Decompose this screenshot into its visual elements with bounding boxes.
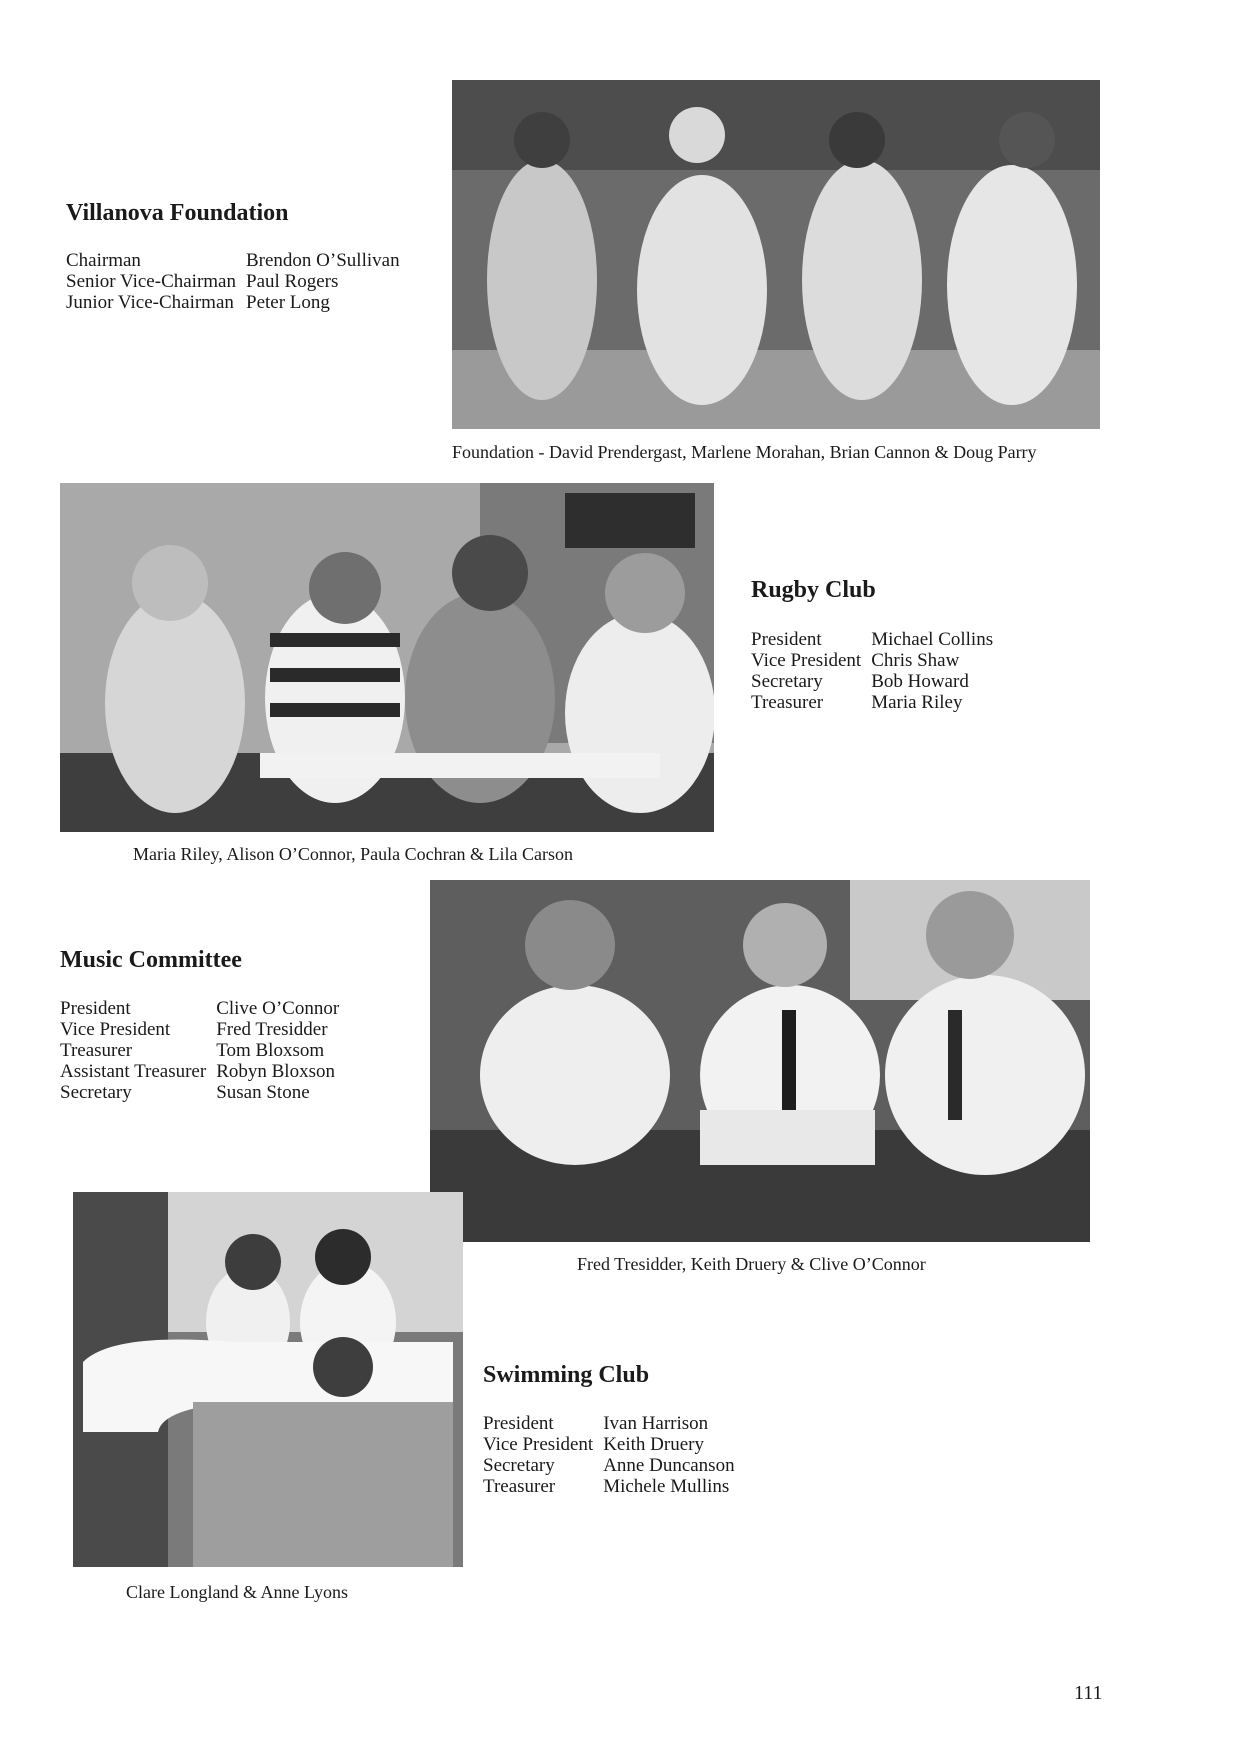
roster-row xyxy=(66,292,400,313)
roster-row xyxy=(60,1040,339,1061)
roster-name: Keith Druery xyxy=(603,1434,704,1455)
roster-role: Chairman xyxy=(66,250,141,271)
roster-row xyxy=(751,650,993,671)
roster-name: Paul Rogers xyxy=(246,271,339,292)
roster-row xyxy=(483,1413,735,1434)
roster-row xyxy=(66,250,400,271)
roster-row xyxy=(751,692,993,713)
music-photo-caption: Fred Tresidder, Keith Druery & Clive O’Connor xyxy=(577,1254,926,1274)
swimming-club-roster xyxy=(483,1413,735,1497)
roster-name: Brendon O’Sullivan xyxy=(246,250,400,271)
foundation-photo-caption: Foundation - David Prendergast, Marlene Morahan, Brian Cannon & Doug Parry xyxy=(452,442,1037,462)
roster-role: Secretary xyxy=(751,671,823,692)
rugby-club-heading: Rugby Club xyxy=(751,577,876,603)
music-committee-group-photo xyxy=(430,880,1090,1242)
roster-name: Clive O’Connor xyxy=(216,998,340,1019)
music-committee-roster xyxy=(60,998,339,1103)
roster-row xyxy=(60,998,339,1019)
roster-role: President xyxy=(60,998,131,1019)
roster-role: Treasurer xyxy=(60,1040,133,1061)
roster-row xyxy=(483,1434,735,1455)
roster-name: Bob Howard xyxy=(871,671,969,692)
roster-row xyxy=(751,629,993,650)
roster-row xyxy=(60,1019,339,1040)
roster-role: Vice President xyxy=(60,1019,171,1040)
roster-role: Vice President xyxy=(483,1434,594,1455)
rugby-club-group-photo xyxy=(60,483,714,832)
roster-row xyxy=(60,1082,339,1103)
roster-role: Treasurer xyxy=(483,1476,556,1497)
roster-row xyxy=(483,1476,735,1497)
roster-role: Junior Vice-Chairman xyxy=(66,292,234,313)
roster-name: Anne Duncanson xyxy=(603,1455,735,1476)
roster-row xyxy=(483,1455,735,1476)
roster-name: Fred Tresidder xyxy=(216,1019,328,1040)
roster-row xyxy=(66,271,400,292)
roster-row xyxy=(60,1061,339,1082)
roster-role: Treasurer xyxy=(751,692,824,713)
roster-name: Ivan Harrison xyxy=(603,1413,709,1434)
roster-name: Michael Collins xyxy=(871,629,994,650)
roster-role: Secretary xyxy=(60,1082,132,1103)
roster-name: Chris Shaw xyxy=(871,650,960,671)
roster-name: Tom Bloxsom xyxy=(216,1040,325,1061)
page-number: 111 xyxy=(1074,1682,1103,1704)
roster-role: Secretary xyxy=(483,1455,555,1476)
roster-name: Maria Riley xyxy=(871,692,963,713)
roster-role: Assistant Treasurer xyxy=(60,1061,207,1082)
swimming-club-photo xyxy=(73,1192,463,1567)
roster-name: Susan Stone xyxy=(216,1082,310,1103)
roster-role: President xyxy=(483,1413,554,1434)
rugby-club-roster xyxy=(751,629,993,713)
roster-role: Senior Vice-Chairman xyxy=(66,271,236,292)
roster-row xyxy=(751,671,993,692)
swimming-photo-caption: Clare Longland & Anne Lyons xyxy=(126,1582,348,1602)
swimming-club-heading: Swimming Club xyxy=(483,1362,650,1388)
rugby-photo-caption: Maria Riley, Alison O’Connor, Paula Cochran & Lila Carson xyxy=(133,844,574,864)
roster-role: President xyxy=(751,629,822,650)
roster-name: Michele Mullins xyxy=(603,1476,730,1497)
roster-name: Robyn Bloxson xyxy=(216,1061,335,1082)
music-committee-heading: Music Committee xyxy=(60,947,242,973)
roster-name: Peter Long xyxy=(246,292,330,313)
foundation-group-photo xyxy=(452,80,1100,429)
villanova-foundation-roster xyxy=(66,250,400,313)
roster-role: Vice President xyxy=(751,650,862,671)
villanova-foundation-heading: Villanova Foundation xyxy=(66,200,289,226)
